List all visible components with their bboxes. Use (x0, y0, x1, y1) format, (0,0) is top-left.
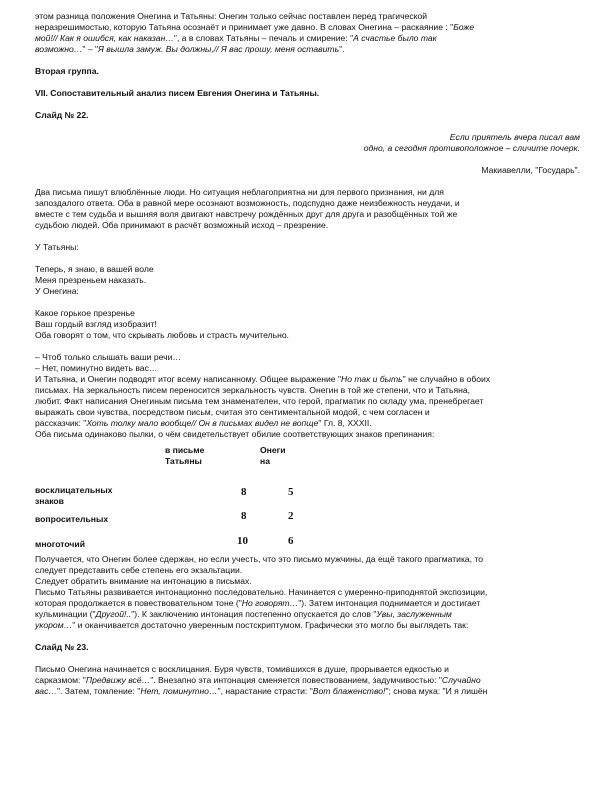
epigraph-author: Макиавелли, "Государь". (481, 165, 580, 175)
verse-line: У Онегина: (35, 286, 79, 296)
column-header-onegin: Онеги на (260, 445, 286, 466)
cell-tatyana-ellipsis: 10 (237, 535, 248, 547)
text-line: рассказчик: "Хоть толку мало вообще// Он в письмах видел не вопще" Гл. 8, XXXII. (35, 418, 372, 428)
text-line: судьбою людей. Оба принимают в расчёт возможный исход – презрение. (35, 220, 329, 230)
paragraph-two-letters (35, 187, 580, 231)
verse-line: Меня презреньем наказать. (35, 275, 147, 285)
text-line: любит. Факт написания Онегиным письма тем знаменателен, что герой, прагматик по складу ума, пренебрегает (35, 396, 484, 406)
cell-tatyana-question: 8 (241, 510, 247, 522)
text-line: укором…" и оканчивается достаточно уверенным постскриптумом. Графически это могло бы выглядеть так: (35, 620, 469, 630)
text-line: Письмо Онегина начинается с восклицания. Буря чувств, томившихся в душе, прорывается едкостью и (35, 664, 449, 674)
row-label-exclamation: восклицательных знаков (35, 485, 113, 506)
text-line: Получается, что Онегин более сдержан, но если учесть, что это письмо мужчины, да ещё такого прагматика, то (35, 554, 484, 564)
verse-tatyana (35, 264, 580, 297)
text-line: запоздалого ответа. Оба в равной мере осознают возможность, подспудно даже неизбежность неудачи, и (35, 198, 460, 208)
text-line: письмах. На зеркальность писем переносится зеркальность чувств. Онегин в той же степени, что и Татьяна, (35, 385, 471, 395)
group-heading: Вторая группа. (35, 66, 99, 76)
text-line: следует представить себе степень его экзальтации. (35, 565, 243, 575)
text-line: кульминации ("Другой!.."). К заключению интонация постепенно опускается до слов "Увы, заслуженным (35, 609, 452, 619)
text-line: Следует обратить внимание на интонацию в письмах. (35, 576, 252, 586)
text-line: Оба письма одинаково пылки, о чём свидетельствует обилие соответствующих знаков препинания: (35, 429, 435, 439)
cell-tatyana-exclamation: 8 (241, 486, 247, 498)
text-line: возможно…" – "Я вышла замуж. Вы должны,// Я вас прошу, меня оставить". (35, 44, 345, 54)
text-line: И Татьяна, и Онегин подводят итог всему написанному. Общее выражение "Но так и быть" не случайно в обоих (35, 374, 491, 384)
text-line: неразрешимостью, которую Татьяна осознаёт и принимает уже давно. В словах Онегина – раскаяние : "Боже (35, 22, 475, 32)
verse-onegin (35, 308, 580, 341)
dialog-line: – Чтоб только слышать ваши речи… (35, 352, 182, 362)
epigraph-line: Если приятель вчера писал вам (449, 132, 580, 142)
dialog-line: – Нет, поминутно видеть вас… (35, 363, 158, 373)
intro-paragraph (35, 11, 580, 55)
slide-22-heading: Слайд № 22. (35, 110, 89, 120)
text-line: Письмо Татьяны развивается интонационно последовательно. Начинается с умеренно-приподнятой экспозиции, (35, 587, 488, 597)
text-line: сарказмом: "Предвижу всё…". Внезапно эта интонация сменяется повествованием, задумчивостью: "Случайно (35, 675, 481, 685)
cell-onegin-exclamation: 5 (288, 486, 294, 498)
epigraph (35, 132, 580, 176)
row-label-question: вопросительных (35, 514, 109, 524)
column-header-tatyana: в письме Татьяны (165, 445, 205, 466)
paragraph-tatyana-intonation (35, 587, 580, 631)
section-heading: VII. Сопоставительный анализ писем Евгения Онегина и Татьяны. (35, 88, 320, 98)
text-line: вас…". Затем, томление: "Нет, поминутно…", нарастание страсти: "Вот блаженство!"; снова мука: "И я лишён (35, 686, 488, 696)
verse-line: Какое горькое презренье (35, 308, 135, 318)
verse-line: Оба говорят о том, что скрывать любовь и страсть мучительно. (35, 330, 290, 340)
cell-onegin-question: 2 (288, 510, 294, 522)
verse-line: Ваш гордый взгляд изобразит! (35, 319, 157, 329)
text-line: Два письма пишут влюблённые люди. Но ситуация неблагоприятна ни для первого признания, ни для (35, 187, 444, 197)
tatyana-label: У Татьяны: (35, 242, 79, 252)
punctuation-table (35, 445, 580, 549)
epigraph-line: одно, а сегодня противоположное – сличите почерк. (363, 143, 580, 153)
text-line: выражать свои чувства, посредством письм, считая это сентиментальной модой, с чем согласен и (35, 407, 430, 417)
dialog-lines (35, 352, 580, 374)
paragraph-conclusion (35, 554, 580, 587)
cell-onegin-ellipsis: 6 (288, 535, 294, 547)
slide-23-heading: Слайд № 23. (35, 642, 89, 652)
text-line: мой!// Как я ошибся, как наказан…", а в словах Татьяны – печаль и смирение: "А счастье было так (35, 33, 437, 43)
paragraph-summary (35, 374, 580, 440)
text-line: которая продолжается в повествовательном тоне ("Но говорят…"). Затем интонация поднимается и достигает (35, 598, 481, 608)
verse-line: Теперь, я знаю, в вашей воле (35, 264, 154, 274)
row-label-ellipsis: многоточий (35, 539, 85, 549)
text-line: этом разница положения Онегина и Татьяны: Онегин только сейчас поставлен перед трагической (35, 11, 428, 21)
text-line: вместе с тем судьба и вышняя воля двигают навстречу рождённых друг для друга и разобщённых той же (35, 209, 458, 219)
paragraph-onegin-letter (35, 664, 580, 697)
document-body (35, 11, 580, 697)
